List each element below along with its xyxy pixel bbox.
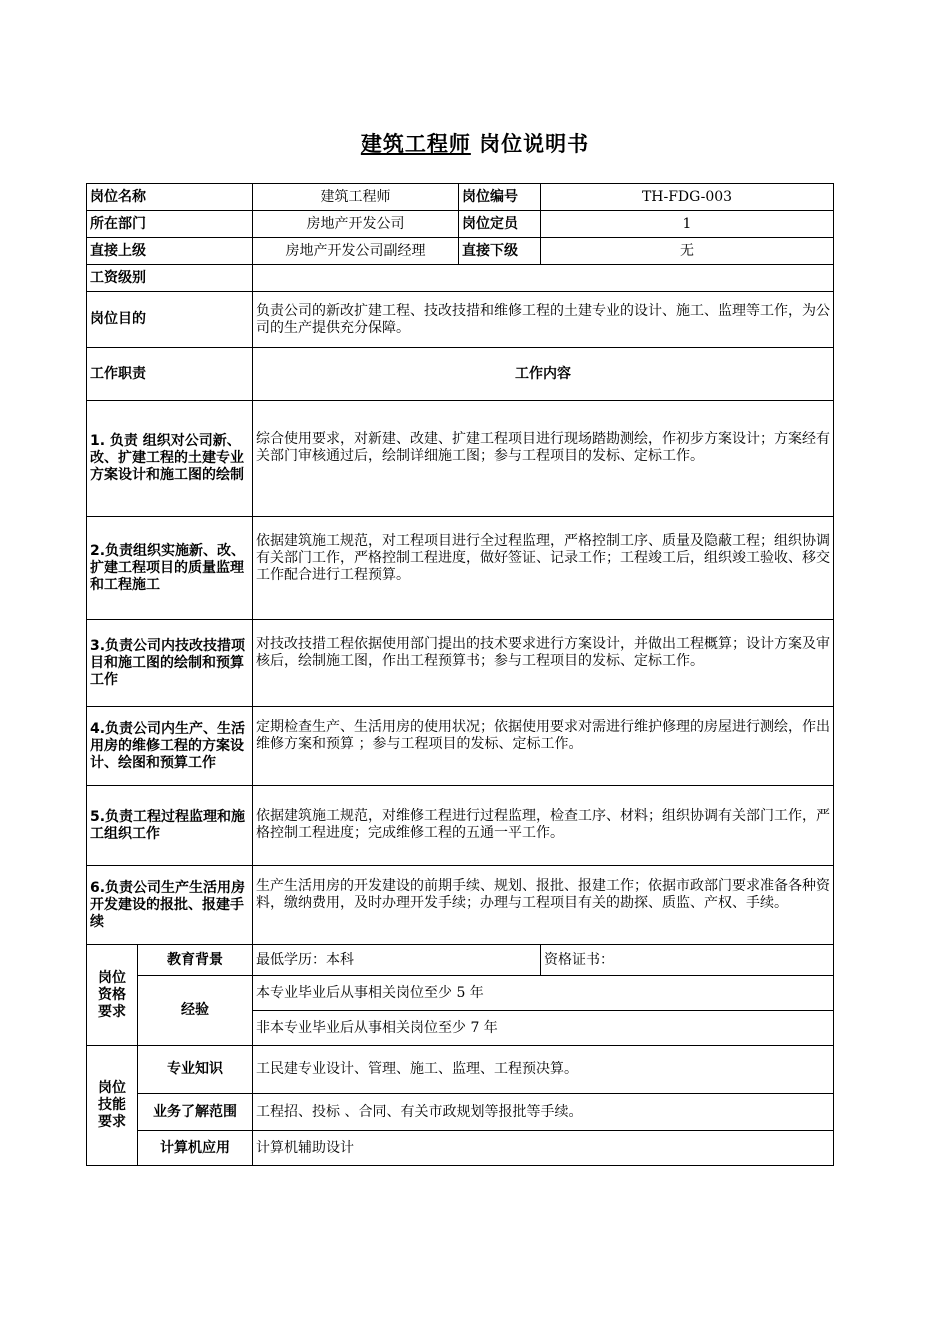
superior-label: 直接上级 <box>87 238 253 265</box>
row-duties-header <box>87 348 834 401</box>
duty-content: 依据建筑施工规范，对工程项目进行全过程监理，严格控制工序、质量及隐蔽工程；组织协调有关部门工作，严格控制工程进度，做好签证、记录工作；工程竣工后，组织竣工验收、移交工作配合进行工程预算。 <box>253 517 834 620</box>
row-dept <box>87 211 834 238</box>
subordinate-label: 直接下级 <box>459 238 541 265</box>
knowledge-value: 工民建专业设计、管理、施工、监理、工程预决算。 <box>253 1046 834 1094</box>
business-label: 业务了解范围 <box>138 1094 253 1131</box>
education-value: 最低学历：本科 <box>253 945 541 976</box>
post-code-value: TH-FDG-003 <box>541 184 834 211</box>
row-purpose <box>87 292 834 348</box>
duty-row <box>87 786 834 866</box>
duty-content: 综合使用要求，对新建、改建、扩建工程项目进行现场踏勘测绘，作初步方案设计；方案经有关部门审核通过后，绘制详细施工图；参与工程项目的发标、定标工作。 <box>253 401 834 517</box>
salary-label: 工资级别 <box>87 265 253 292</box>
duties-content-label: 工作内容 <box>253 348 834 401</box>
qualification-group-label <box>87 945 138 1046</box>
row-computer <box>87 1131 834 1166</box>
job-description-table <box>86 183 834 1166</box>
experience-value-1: 本专业毕业后从事相关岗位至少 5 年 <box>253 976 834 1011</box>
duty-row <box>87 517 834 620</box>
quota-label: 岗位定员 <box>459 211 541 238</box>
post-name-value: 建筑工程师 <box>253 184 459 211</box>
skills-group-text: 岗位技能要求 <box>98 1080 126 1130</box>
education-label: 教育背景 <box>138 945 253 976</box>
qualification-group-text: 岗位资格要求 <box>98 969 126 1020</box>
subordinate-value: 无 <box>541 238 834 265</box>
duties-label: 工作职责 <box>87 348 253 401</box>
knowledge-label: 专业知识 <box>138 1046 253 1094</box>
experience-label: 经验 <box>138 976 253 1046</box>
duty-title: 5.负责工程过程监理和施工组织工作 <box>87 786 253 866</box>
page-title <box>0 128 950 158</box>
skills-group-label <box>87 1046 138 1166</box>
purpose-text: 负责公司的新改扩建工程、技改技措和维修工程的土建专业的设计、施工、监理等工作，为公司的生产提供充分保障。 <box>253 292 834 348</box>
purpose-label: 岗位目的 <box>87 292 253 348</box>
dept-value: 房地产开发公司 <box>253 211 459 238</box>
experience-value-2: 非本专业毕业后从事相关岗位至少 7 年 <box>253 1011 834 1046</box>
salary-value <box>253 265 834 292</box>
superior-value: 房地产开发公司副经理 <box>253 238 459 265</box>
post-code-label: 岗位编号 <box>459 184 541 211</box>
row-experience-1 <box>87 976 834 1011</box>
duty-content: 生产生活用房的开发建设的前期手续、规划、报批、报建工作；依据市政部门要求准备各种资料，缴纳费用，及时办理开发手续；办理与工程项目有关的勘探、质监、产权、手续。 <box>253 866 834 945</box>
duty-row <box>87 401 834 517</box>
duty-title: 2.负责组织实施新、改、扩建工程项目的质量监理和工程施工 <box>87 517 253 620</box>
row-education <box>87 945 834 976</box>
dept-label: 所在部门 <box>87 211 253 238</box>
row-knowledge <box>87 1046 834 1094</box>
duty-content: 对技改技措工程依据使用部门提出的技术要求进行方案设计，并做出工程概算；设计方案及审核后，绘制施工图，作出工程预算书；参与工程项目的发标、定标工作。 <box>253 620 834 707</box>
duty-row <box>87 866 834 945</box>
duty-content: 依据建筑施工规范，对维修工程进行过程监理，检查工序、材料；组织协调有关部门工作，严格控制工程进度；完成维修工程的五通一平工作。 <box>253 786 834 866</box>
computer-label: 计算机应用 <box>138 1131 253 1166</box>
certificate-value: 资格证书： <box>541 945 834 976</box>
row-business <box>87 1094 834 1131</box>
duty-content: 定期检查生产、生活用房的使用状况；依据使用要求对需进行维护修理的房屋进行测绘，作出维修方案和预算 ；参与工程项目的发标、定标工作。 <box>253 707 834 786</box>
duty-title: 3.负责公司内技改技措项目和施工图的绘制和预算工作 <box>87 620 253 707</box>
business-value: 工程招、投标 、合同、有关市政规划等报批等手续。 <box>253 1094 834 1131</box>
row-superior <box>87 238 834 265</box>
quota-value: 1 <box>541 211 834 238</box>
duty-row <box>87 707 834 786</box>
duty-title: 4.负责公司内生产、生活用房的维修工程的方案设计、绘图和预算工作 <box>87 707 253 786</box>
row-post-name <box>87 184 834 211</box>
title-job-name: 建筑工程师 <box>360 132 471 156</box>
duty-title: 6.负责公司生产生活用房开发建设的报批、报建手续 <box>87 866 253 945</box>
title-doc-type: 岗位说明书 <box>479 132 590 156</box>
post-name-label: 岗位名称 <box>87 184 253 211</box>
duty-row <box>87 620 834 707</box>
duty-title: 1. 负责 组织对公司新、改、扩建工程的土建专业方案设计和施工图的绘制 <box>87 401 253 517</box>
computer-value: 计算机辅助设计 <box>253 1131 834 1166</box>
row-salary <box>87 265 834 292</box>
